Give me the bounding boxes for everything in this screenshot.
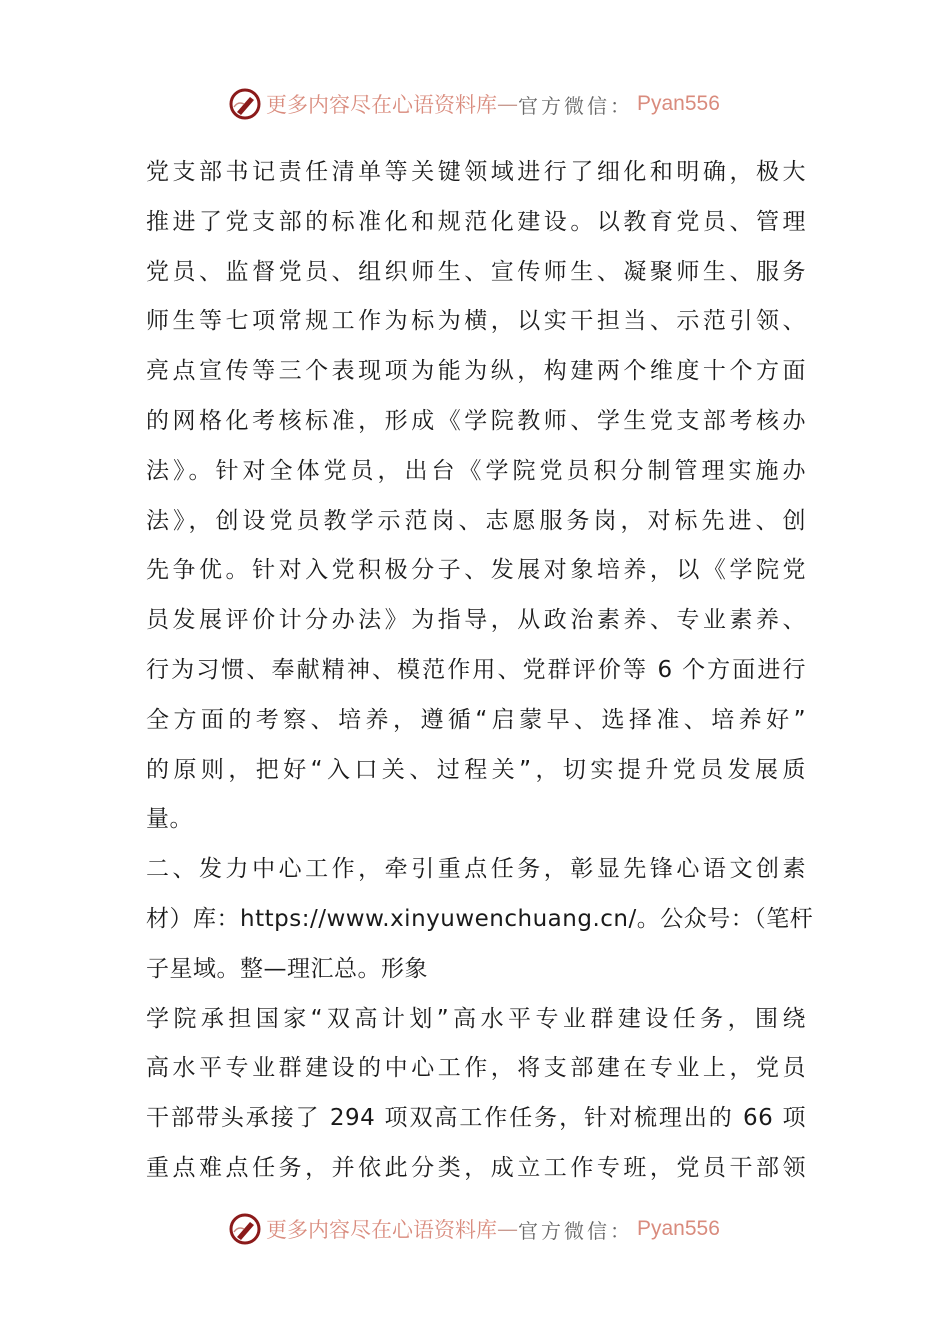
text-line: 的网格化考核标准，形成《学院教师、学生党支部考核办 [146, 407, 806, 434]
text-line: 量。 [146, 806, 193, 833]
wechat-id: Pyan556 [637, 92, 720, 115]
text-line: 高水平专业群建设的中心工作，将支部建在专业上，党员 [146, 1055, 806, 1082]
header-watermark [228, 84, 728, 124]
text-line: 党支部书记责任清单等关键领域进行了细化和明确，极大 [146, 159, 806, 185]
dash: — [497, 1217, 518, 1241]
text-line: 法》。针对全体党员，出台《学院党员积分制管理实施办 [146, 457, 806, 484]
text-line: 子星域。整—理汇总。形象 [146, 955, 428, 982]
text-line: 行为习惯、奉献精神、模范作用、党群评价等 6 个方面进行 [146, 656, 806, 683]
document-body [146, 148, 814, 1194]
footer-watermark [228, 1209, 728, 1249]
brand-text: 更多内容尽在心语资料库 [266, 93, 497, 117]
text-line: 的原则，把好“入口关、过程关”，切实提升党员发展质 [146, 756, 806, 783]
section-heading-line: 二、发力中心工作，牵引重点任务，彰显先锋心语文创素 [146, 856, 806, 883]
text-line: 师生等七项常规工作为标为横，以实干担当、示范引领、 [146, 308, 806, 335]
text-line: 员发展评价计分办法》为指导，从政治素养、专业素养、 [146, 607, 806, 634]
wechat-label: 官方微信： [518, 93, 633, 118]
text-line: 法》，创设党员教学示范岗、志愿服务岗，对标先进、创 [146, 507, 806, 534]
wechat-label: 官方微信： [518, 1218, 633, 1243]
text-line: 亮点宣传等三个表现项为能为纵，构建两个维度十个方面 [146, 358, 806, 385]
text-line: 推进了党支部的标准化和规范化建设。以教育党员、管理 [146, 208, 806, 235]
text-line: 重点难点任务，并依此分类，成立工作专班，党员干部领 [146, 1154, 806, 1181]
brand-text: 更多内容尽在心语资料库 [266, 1218, 497, 1242]
text-line: 全方面的考察、培养，遵循“启蒙早、选择准、培养好” [146, 706, 806, 733]
text-line: 干部带头承接了 294 项双高工作任务，针对梳理出的 66 项 [146, 1105, 806, 1132]
dash: — [497, 92, 518, 116]
text-line-with-url: 材）库：https://www.xinyuwenchuang.cn/。公众号：（笔杆 [146, 905, 814, 932]
text-line: 先争优。针对入党积极分子、发展对象培养，以《学院党 [146, 557, 806, 584]
pen-logo-icon [228, 87, 262, 121]
pen-logo-icon [228, 1212, 262, 1246]
wechat-id: Pyan556 [637, 1217, 720, 1240]
text-line: 党员、监督党员、组织师生、宣传师生、凝聚师生、服务 [146, 258, 806, 285]
text-line: 学院承担国家“双高计划”高水平专业群建设任务，围绕 [146, 1005, 806, 1032]
